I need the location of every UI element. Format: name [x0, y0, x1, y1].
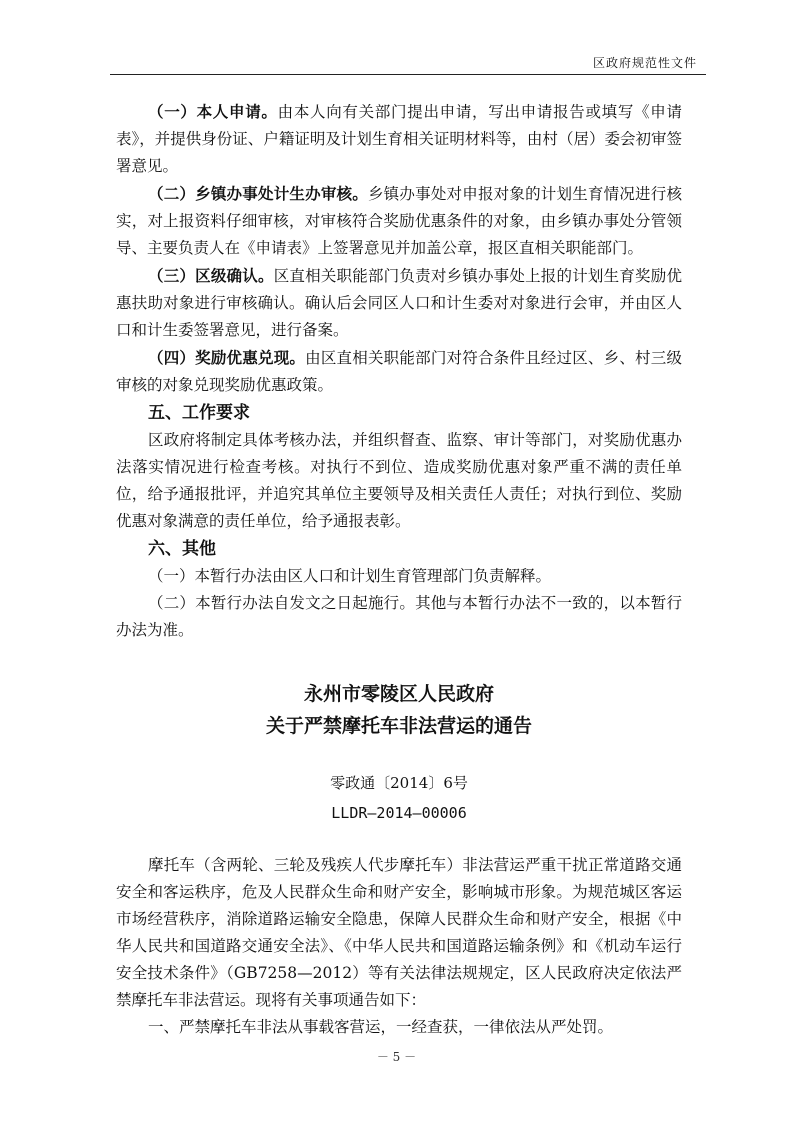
section-6-item-1: （一）本暂行办法由区人口和计划生育管理部门负责解释。 [148, 567, 552, 585]
step-1-text: 由本人向有关部门提出申请，写出申请报告或填写《申请表》，并提供身份证、户籍证明及计划生育相关证明材料等，由村（居）委会初审签署意见。 [116, 103, 682, 175]
step-2-paragraph [116, 180, 682, 262]
step-4-heading: （四）奖励优惠兑现。 [148, 348, 306, 367]
step-2-heading: （二）乡镇办事处计生办审核。 [148, 184, 368, 203]
notice-title-line-2: 关于严禁摩托车非法营运的通告 [265, 715, 532, 737]
notice-doc-code: LLDR—2014—00006 [331, 804, 467, 822]
step-4-paragraph [116, 344, 682, 399]
notice-intro: 摩托车（含两轮、三轮及残疾人代步摩托车）非法营运严重干扰正常道路交通安全和客运秩序，危及人民群众生命和财产安全，影响城市形象。为规范城区客运市场经营秩序，消除道路运输安全隐患，保障人民群众生命和财产安全，根据《中华人民共和国道路交通安全法》、《中华人民共和国道路运输条例》和《机动车运行安全技术条件》（GB7258—2012）等有关法律法规规定，区人民政府决定依法严禁摩托车非法营运。现将有关事项通告如下： [116, 856, 682, 1009]
header-label: 区政府规范性文件 [592, 56, 697, 70]
page-number: － 5 － [376, 1050, 417, 1064]
section-5-text: 区政府将制定具体考核办法，并组织督查、监察、审计等部门，对奖励优惠办法落实情况进行检查考核。对执行不到位、造成奖励优惠对象严重不满的责任单位，给予通报批评，并追究其单位主要领导及相关责任人责任；对执行到位、奖励优惠对象满意的责任单位，给予通报表彰。 [116, 431, 682, 530]
step-1-heading: （一）本人申请。 [148, 102, 278, 121]
notice-doc-number: 零政通〔2014〕6号 [330, 774, 468, 792]
section-6-item-2: （二）本暂行办法自发文之日起施行。其他与本暂行办法不一致的，以本暂行办法为准。 [116, 594, 682, 639]
step-3-paragraph [116, 262, 682, 344]
section-6-title: 六、其他 [148, 539, 216, 559]
step-3-text: 区直相关职能部门负责对乡镇办事处上报的计划生育奖励优惠扶助对象进行审核确认。确认后会同区人口和计生委对对象进行会审，并由区人口和计生委签署意见，进行备案。 [116, 267, 682, 339]
step-3-heading: （三）区级确认。 [148, 266, 274, 285]
section-5-title: 五、工作要求 [148, 403, 250, 423]
notice-item-1: 一、严禁摩托车非法从事载客营运，一经查获，一律依法从严处罚。 [148, 1018, 614, 1036]
step-4-text: 由区直相关职能部门对符合条件且经过区、乡、村三级审核的对象兑现奖励优惠政策。 [116, 349, 682, 394]
step-2-text: 乡镇办事处对申报对象的计划生育情况进行核实，对上报资料仔细审核，对审核符合奖励优惠条件的对象，由乡镇办事处分管领导、主要负责人在《申请表》上签署意见并加盖公章，报区直相关职能部门。 [116, 185, 682, 257]
notice-title-line-1: 永州市零陵区人民政府 [303, 683, 494, 705]
step-1-paragraph [116, 98, 682, 180]
header-divider [110, 74, 706, 75]
document-body [116, 98, 682, 1041]
